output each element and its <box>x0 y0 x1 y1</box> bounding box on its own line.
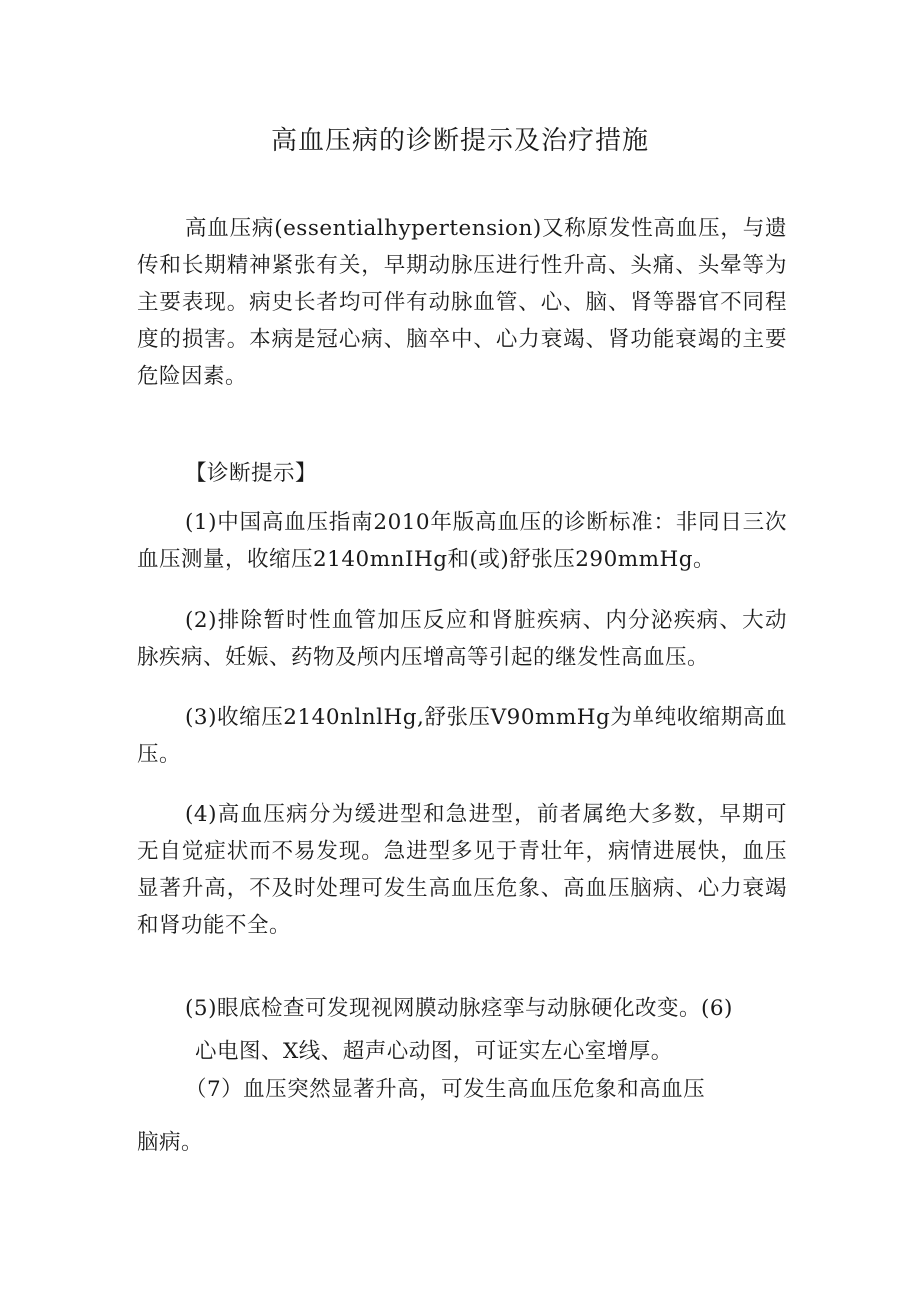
diagnosis-item-7-line-1: （7）血压突然显著升高，可发生高血压危象和高血压 <box>185 1077 706 1102</box>
diagnosis-item-6: 心电图、X线、超声心动图，可证实左心室增厚。 <box>195 1039 673 1064</box>
diagnosis-item-2: (2)排除暂时性血管加压反应和肾脏疾病、内分泌疾病、大动脉疾病、妊娠、药物及颅内压增高等引起的继发性高血压。 <box>137 608 787 670</box>
intro-paragraph: 高血压病(essentialhypertension)又称原发性高血压，与遗传和长期精神紧张有关，早期动脉压进行性升高、头痛、头晕等为主要表现。病史长者均可伴有动脉血管、心、脑、肾等器官不同程度的损害。本病是冠心病、脑卒中、心力衰竭、肾功能衰竭的主要危险因素。 <box>137 216 787 389</box>
diagnosis-item-7-line-2: 脑病。 <box>137 1130 204 1155</box>
diagnosis-item-3: (3)收缩压2140nlnlHg,舒张压V90mmHg为单纯收缩期高血压。 <box>137 705 787 767</box>
section-heading: 【诊断提示】 <box>185 461 318 486</box>
document-title: 高血压病的诊断提示及治疗措施 <box>270 126 649 156</box>
diagnosis-item-7 <box>137 1071 757 1161</box>
diagnosis-item-4: (4)高血压病分为缓进型和急进型，前者属绝大多数，早期可无自觉症状而不易发现。急进型多见于青壮年，病情进展快，血压显著升高，不及时处理可发生高血压危象、高血压脑病、心力衰竭和肾功能不全。 <box>137 802 787 938</box>
diagnosis-item-1: (1)中国高血压指南2010年版高血压的诊断标准：非同日三次血压测量，收缩压2140mnIHg和(或)舒张压290mmHg。 <box>137 510 787 572</box>
diagnosis-item-5: (5)眼底检查可发现视网膜动脉痉挛与动脉硬化改变。(6) <box>185 996 733 1021</box>
